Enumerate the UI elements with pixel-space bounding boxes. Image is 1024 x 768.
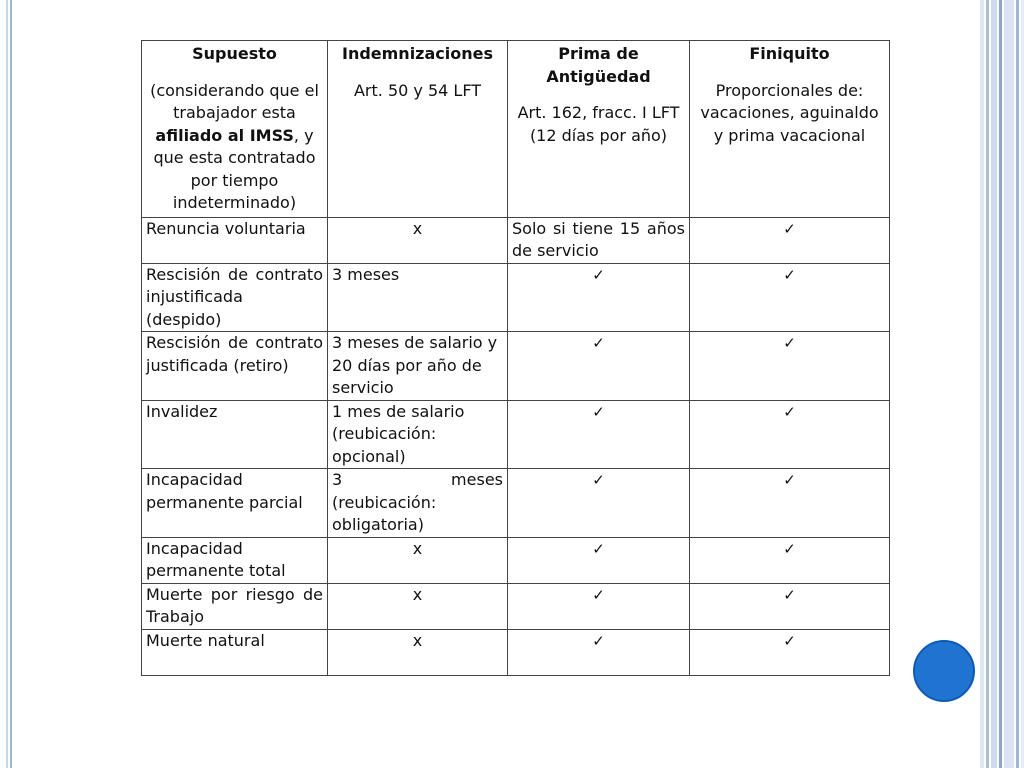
cell-indemnizacion: 3 meses	[328, 263, 508, 332]
header-supuesto-note: (considerando que el trabajador esta afiliado al IMSS, y que esta contratado por tiempo indeterminado)	[150, 80, 319, 212]
cell-finiquito	[690, 469, 890, 538]
cell-supuesto: Invalidez	[142, 400, 328, 469]
cell-prima	[508, 263, 690, 332]
cell-finiquito	[690, 217, 890, 263]
cell-supuesto: Rescisión de contrato justificada (retiro)	[142, 332, 328, 401]
header-indemnizaciones	[328, 41, 508, 218]
cell-supuesto: Renuncia voluntaria	[142, 217, 328, 263]
cell-finiquito	[690, 583, 890, 629]
left-decor-line	[10, 0, 12, 768]
header-prima-note: Art. 162, fracc. I LFT (12 días por año)	[517, 103, 680, 145]
header-supuesto	[142, 41, 328, 218]
decor-circle	[913, 640, 975, 702]
cell-indemnizacion: 1 mes de salario (reubicación: opcional)	[328, 400, 508, 469]
cell-prima	[508, 400, 690, 469]
header-finiquito	[690, 41, 890, 218]
header-finiquito-title: Finiquito	[749, 44, 830, 63]
header-prima-title: Prima de Antigüedad	[546, 44, 651, 86]
check-icon: ✓	[783, 471, 796, 489]
table-row	[142, 217, 890, 263]
check-icon: ✓	[592, 585, 605, 604]
check-icon: ✓	[783, 585, 796, 604]
check-icon: ✓	[783, 219, 796, 238]
check-icon: ✓	[592, 539, 605, 558]
table-row	[142, 583, 890, 629]
cell-indemnizacion: 3 meses (reubicación: obligatoria)	[328, 469, 508, 538]
cell-indemnizacion: x	[328, 583, 508, 629]
header-prima	[508, 41, 690, 218]
left-decor-line	[6, 0, 8, 768]
cell-supuesto: Incapacidad permanente parcial	[142, 469, 328, 538]
cell-prima	[508, 629, 690, 675]
cell-prima	[508, 469, 690, 538]
cell-prima: Solo si tiene 15 años de servicio	[508, 217, 690, 263]
check-icon: ✓	[592, 265, 605, 284]
table-row	[142, 469, 890, 538]
cell-prima	[508, 332, 690, 401]
right-decor-stripes	[980, 0, 1024, 768]
cell-prima	[508, 583, 690, 629]
cell-indemnizacion: x	[328, 537, 508, 583]
cell-supuesto: Rescisión de contrato injustificada (despido)	[142, 263, 328, 332]
cell-finiquito	[690, 263, 890, 332]
cell-supuesto: Muerte por riesgo de Trabajo	[142, 583, 328, 629]
table-row	[142, 263, 890, 332]
header-indemnizaciones-note: Art. 50 y 54 LFT	[353, 80, 482, 100]
table-row	[142, 629, 890, 675]
header-finiquito-note: Proporcionales de: vacaciones, aguinaldo y prima vacacional	[700, 80, 879, 145]
header-supuesto-title: Supuesto	[192, 44, 277, 63]
check-icon: ✓	[783, 402, 796, 421]
check-icon: ✓	[592, 402, 605, 421]
check-icon: ✓	[783, 539, 796, 558]
header-indemnizaciones-title: Indemnizaciones	[341, 44, 494, 63]
cell-prima	[508, 537, 690, 583]
check-icon: ✓	[592, 334, 605, 352]
check-icon: ✓	[783, 334, 796, 352]
cell-finiquito	[690, 629, 890, 675]
check-icon: ✓	[592, 471, 605, 489]
check-icon: ✓	[592, 631, 605, 650]
table-row	[142, 332, 890, 401]
cell-indemnizacion: 3 meses de salario y 20 días por año de servicio	[328, 332, 508, 401]
cell-finiquito	[690, 537, 890, 583]
cell-finiquito	[690, 400, 890, 469]
cell-supuesto: Incapacidad permanente total	[142, 537, 328, 583]
compensation-table	[141, 40, 890, 676]
table-row	[142, 537, 890, 583]
cell-indemnizacion: x	[328, 629, 508, 675]
table-row	[142, 400, 890, 469]
cell-finiquito	[690, 332, 890, 401]
check-icon: ✓	[783, 631, 796, 650]
table-header-row	[142, 41, 890, 218]
cell-indemnizacion: x	[328, 217, 508, 263]
check-icon: ✓	[783, 265, 796, 284]
cell-supuesto: Muerte natural	[142, 629, 328, 675]
